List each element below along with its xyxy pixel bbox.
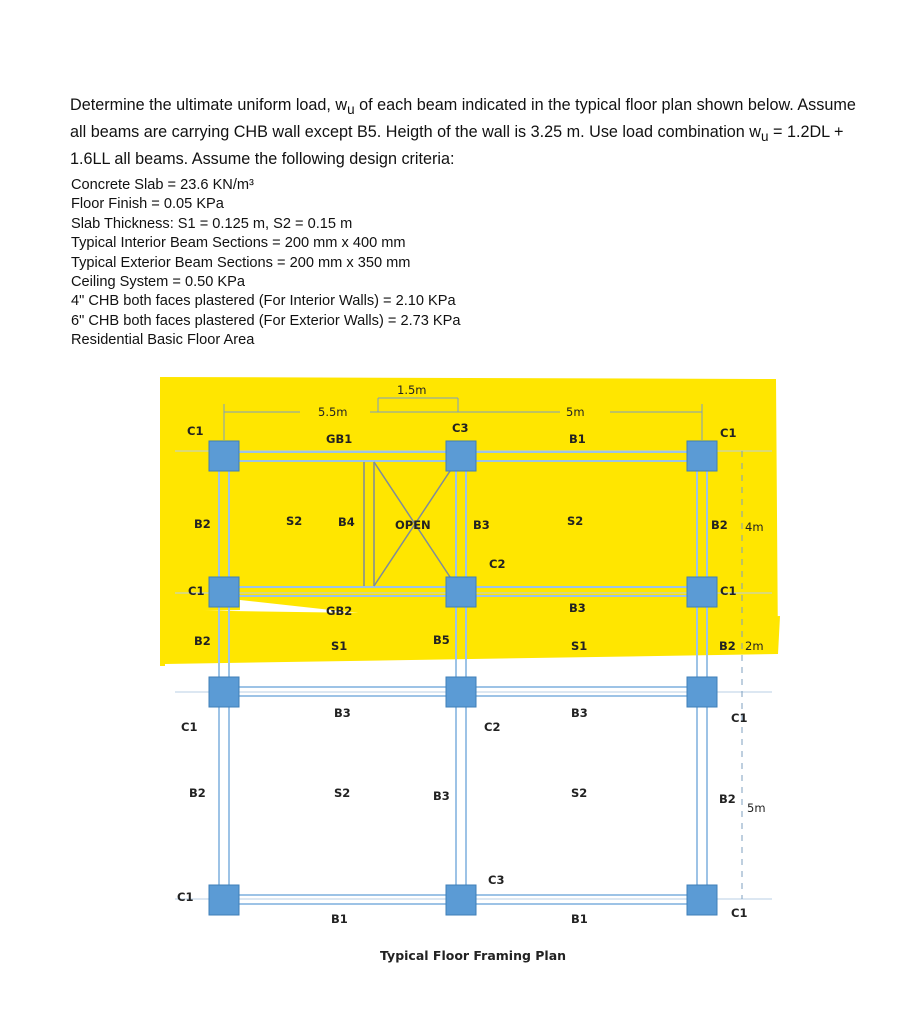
plan-caption: Typical Floor Framing Plan bbox=[380, 948, 567, 963]
label-b3-c: B3 bbox=[334, 706, 351, 720]
label-c1-r2: C1 bbox=[720, 584, 737, 598]
label-c1-bl: C1 bbox=[177, 890, 194, 904]
label-s2-c: S2 bbox=[334, 786, 351, 800]
column-c1-bottom-right bbox=[687, 885, 717, 915]
column-c3-bottom bbox=[446, 885, 476, 915]
label-b5: B5 bbox=[433, 633, 450, 647]
column-c1-row3-right bbox=[687, 677, 717, 707]
floor-framing-plan bbox=[0, 360, 920, 1000]
dim-right-2: 2m bbox=[745, 639, 764, 653]
label-s1-b: S1 bbox=[571, 639, 588, 653]
dim-top-right: 5m bbox=[566, 405, 585, 419]
label-b1-br: B1 bbox=[571, 912, 588, 926]
criterion-interior-wall: 4" CHB both faces plastered (For Interior Walls) = 2.10 KPa bbox=[71, 293, 456, 310]
label-c1-tr: C1 bbox=[720, 426, 737, 440]
label-c1-r3: C1 bbox=[731, 711, 748, 725]
column-c2-row2 bbox=[446, 577, 476, 607]
problem-statement: Determine the ultimate uniform load, $w_u$ of each beam indicated in the typical floor plan shown below. Assume all beams are carrying CHB wall except B5. Heigth of the wall is 3.25 m. Use load combination $w_u = 1.2DL + 1.6LL$ all beams. Assume the following design criteria: bbox=[70, 96, 856, 169]
dim-top-mid: 1.5m bbox=[397, 383, 427, 397]
criterion-concrete-slab: Concrete Slab = 23.6 KN/m³ bbox=[71, 177, 254, 193]
design-criteria-list bbox=[71, 176, 591, 351]
label-s2-d: S2 bbox=[571, 786, 588, 800]
column-c2-row3 bbox=[446, 677, 476, 707]
dim-right-3: 5m bbox=[747, 801, 766, 815]
label-b3-d: B3 bbox=[571, 706, 588, 720]
criterion-floor-area: Residential Basic Floor Area bbox=[71, 332, 255, 349]
label-c1-l3: C1 bbox=[181, 720, 198, 734]
label-b3-b: B3 bbox=[569, 601, 586, 615]
label-b4: B4 bbox=[338, 515, 355, 529]
label-gb2: GB2 bbox=[326, 604, 353, 618]
column-c1-top-right bbox=[687, 441, 717, 471]
dim-top-left: 5.5m bbox=[318, 405, 348, 419]
column-c1-top-left bbox=[209, 441, 239, 471]
label-b3-e: B3 bbox=[433, 789, 450, 803]
highlight-band bbox=[165, 610, 780, 664]
criterion-interior-beam: Typical Interior Beam Sections = 200 mm x 400 mm bbox=[71, 235, 406, 252]
criterion-exterior-wall: 6" CHB both faces plastered (For Exterior Walls) = 2.73 KPa bbox=[71, 312, 461, 329]
label-c3-bot: C3 bbox=[488, 873, 505, 887]
label-b3-a: B3 bbox=[473, 518, 490, 532]
label-b2-l2: B2 bbox=[194, 634, 211, 648]
label-s2-a: S2 bbox=[286, 514, 303, 528]
label-open: OPEN bbox=[395, 518, 431, 532]
column-c1-bottom-left bbox=[209, 885, 239, 915]
criterion-exterior-beam: Typical Exterior Beam Sections = 200 mm x 350 mm bbox=[71, 254, 411, 271]
label-gb1: GB1 bbox=[326, 432, 353, 446]
column-c3-top bbox=[446, 441, 476, 471]
dim-right-1: 4m bbox=[745, 520, 764, 534]
column-c1-row3-left bbox=[209, 677, 239, 707]
label-c2-a: C2 bbox=[489, 557, 506, 571]
label-b2-r3: B2 bbox=[719, 792, 736, 806]
label-c3-top: C3 bbox=[452, 421, 469, 435]
label-c1-tl: C1 bbox=[187, 424, 204, 438]
label-c1-l2: C1 bbox=[188, 584, 205, 598]
label-b2-r1: B2 bbox=[711, 518, 728, 532]
label-b1-bl: B1 bbox=[331, 912, 348, 926]
label-b2-l3: B2 bbox=[189, 786, 206, 800]
criterion-floor-finish: Floor Finish = 0.05 KPa bbox=[71, 196, 224, 213]
subscript-u: u bbox=[347, 102, 355, 118]
label-b1-top: B1 bbox=[569, 432, 586, 446]
criterion-slab-thickness: Slab Thickness: S1 = 0.125 m, S2 = 0.15 m bbox=[71, 215, 353, 232]
label-s1-a: S1 bbox=[331, 639, 348, 653]
label-b2-l1: B2 bbox=[194, 517, 211, 531]
criterion-ceiling: Ceiling System = 0.50 KPa bbox=[71, 274, 245, 291]
label-s2-b: S2 bbox=[567, 514, 584, 528]
label-c2-b: C2 bbox=[484, 720, 501, 734]
column-c1-row2-right bbox=[687, 577, 717, 607]
label-b2-r2: B2 bbox=[719, 639, 736, 653]
subscript-u-2: u bbox=[760, 129, 769, 145]
label-c1-br: C1 bbox=[731, 906, 748, 920]
column-c1-row2-left bbox=[209, 577, 239, 607]
